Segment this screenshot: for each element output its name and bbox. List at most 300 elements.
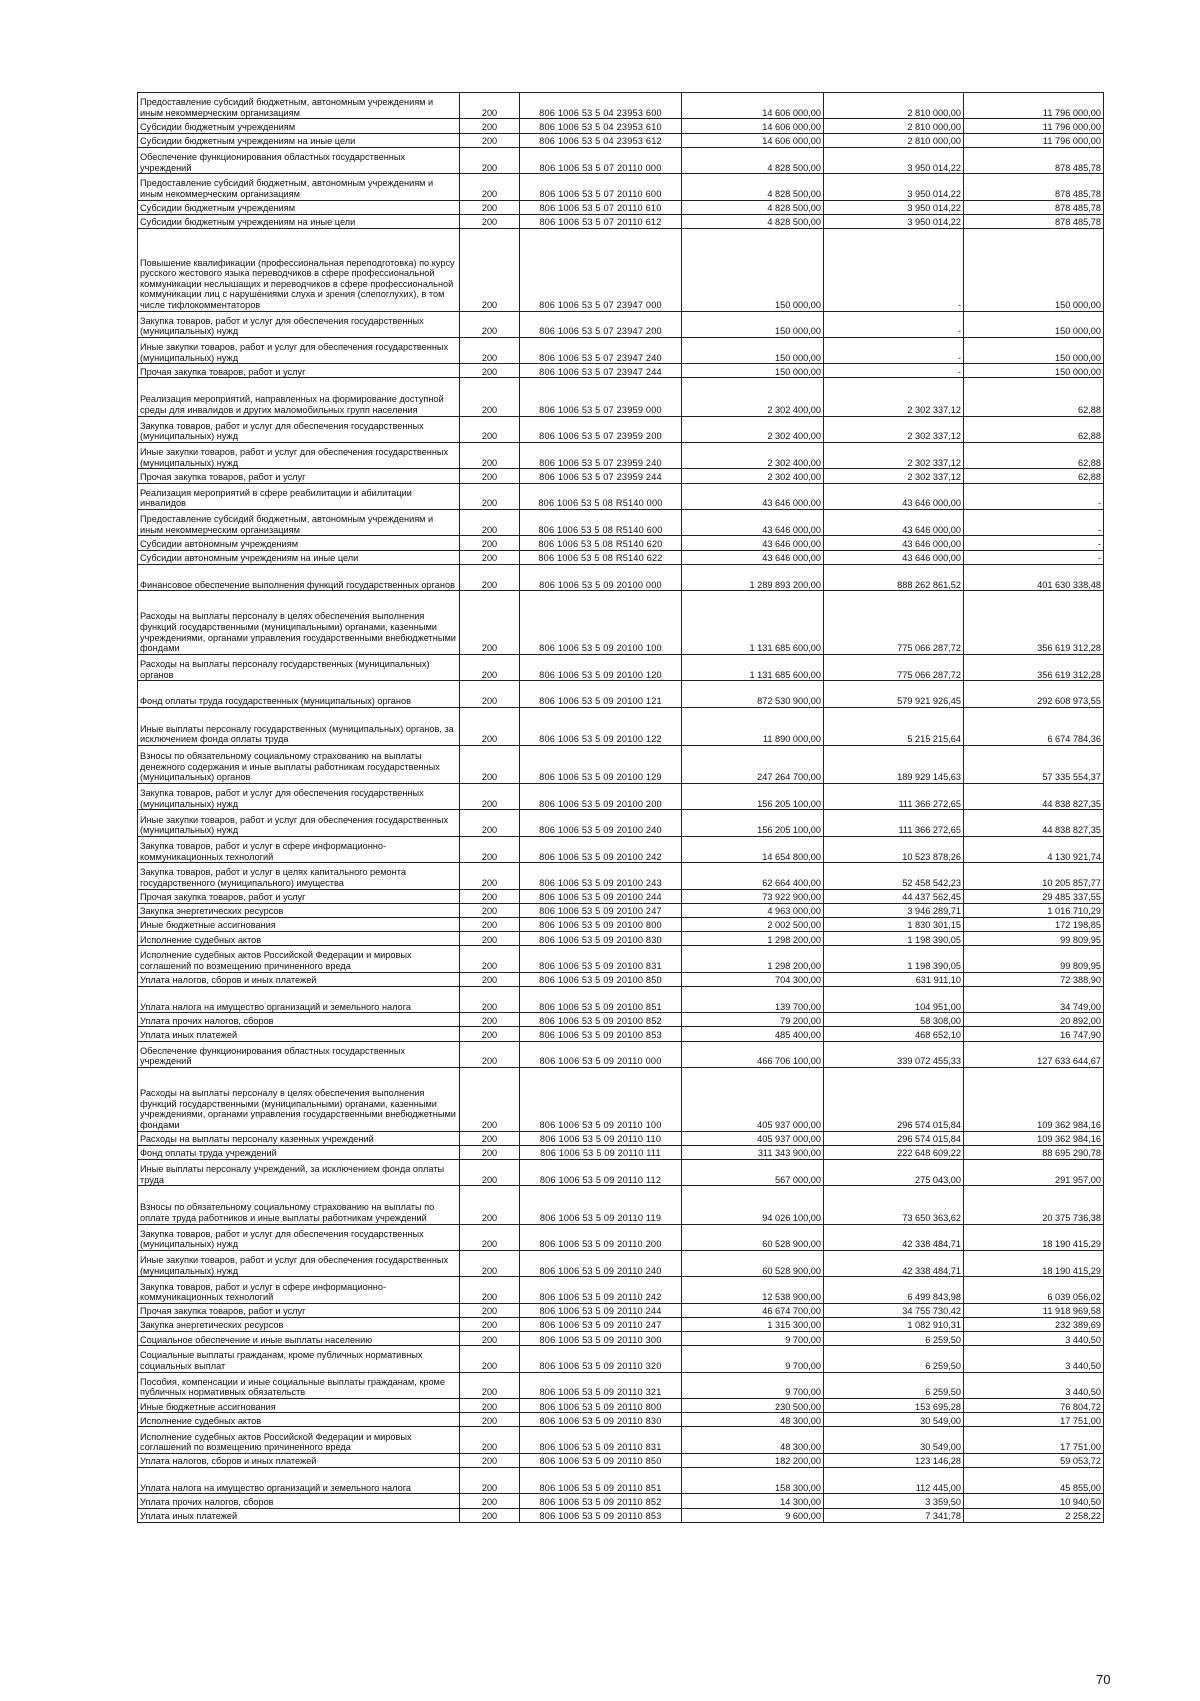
row-budget-classification-code: 806 1006 53 5 09 20110 830 — [520, 1413, 682, 1427]
row-unexecuted-amount: 34 749,00 — [964, 986, 1104, 1012]
row-budget-classification-code: 806 1006 53 5 08 R5140 620 — [520, 536, 682, 550]
row-line-code: 200 — [460, 174, 520, 200]
table-row — [138, 364, 1104, 378]
table-row — [138, 1372, 1104, 1398]
row-unexecuted-amount: 356 619 312,28 — [964, 591, 1104, 655]
row-name: Уплата прочих налогов, сборов — [138, 1494, 460, 1508]
row-approved-amount: 311 343 900,00 — [682, 1145, 824, 1159]
row-budget-classification-code: 806 1006 53 5 09 20110 800 — [520, 1399, 682, 1413]
row-name: Иные закупки товаров, работ и услуг для обеспечения государственных (муниципальных) нужд — [138, 1250, 460, 1276]
row-executed-amount: 111 366 272,65 — [824, 810, 964, 836]
row-unexecuted-amount: 44 838 827,35 — [964, 783, 1104, 809]
row-line-code: 200 — [460, 1224, 520, 1250]
table-row — [138, 1250, 1104, 1276]
row-unexecuted-amount: 172 198,85 — [964, 917, 1104, 931]
row-approved-amount: 485 400,00 — [682, 1027, 824, 1041]
row-name: Предоставление субсидий бюджетным, автономным учреждениям и иным некоммерческим организациям — [138, 174, 460, 200]
row-approved-amount: 1 315 300,00 — [682, 1317, 824, 1331]
row-name: Уплата налога на имущество организаций и земельного налога — [138, 1468, 460, 1494]
row-line-code: 200 — [460, 200, 520, 214]
row-approved-amount: 150 000,00 — [682, 228, 824, 311]
row-budget-classification-code: 806 1006 53 5 07 23947 000 — [520, 228, 682, 311]
row-unexecuted-amount: 150 000,00 — [964, 311, 1104, 337]
row-approved-amount: 60 528 900,00 — [682, 1224, 824, 1250]
row-unexecuted-amount: 878 485,78 — [964, 147, 1104, 173]
row-executed-amount: 6 499 843,98 — [824, 1277, 964, 1303]
row-executed-amount: 2 810 000,00 — [824, 93, 964, 119]
row-line-code: 200 — [460, 119, 520, 133]
row-executed-amount: 1 198 390,05 — [824, 946, 964, 972]
table-row — [138, 810, 1104, 836]
row-executed-amount: - — [824, 337, 964, 363]
row-budget-classification-code: 806 1006 53 5 08 R5140 600 — [520, 510, 682, 536]
row-name: Реализация мероприятий в сфере реабилитации и абилитации инвалидов — [138, 483, 460, 509]
row-budget-classification-code: 806 1006 53 5 09 20110 242 — [520, 1277, 682, 1303]
row-budget-classification-code: 806 1006 53 5 07 20110 600 — [520, 174, 682, 200]
row-approved-amount: 9 700,00 — [682, 1332, 824, 1346]
row-budget-classification-code: 806 1006 53 5 08 R5140 622 — [520, 550, 682, 564]
row-unexecuted-amount: 11 796 000,00 — [964, 119, 1104, 133]
row-unexecuted-amount: 11 918 969,58 — [964, 1303, 1104, 1317]
row-budget-classification-code: 806 1006 53 5 07 23959 240 — [520, 443, 682, 469]
row-executed-amount: 1 830 301,15 — [824, 917, 964, 931]
row-approved-amount: 872 530 900,00 — [682, 681, 824, 707]
row-unexecuted-amount: 62,88 — [964, 378, 1104, 416]
row-name: Закупка товаров, работ и услуг в целях капитального ремонта государственного (муниципального) имущества — [138, 863, 460, 889]
row-executed-amount: 7 341,78 — [824, 1508, 964, 1522]
row-name: Предоставление субсидий бюджетным, автономным учреждениям и иным некоммерческим организациям — [138, 93, 460, 119]
row-name: Иные бюджетные ассигнования — [138, 1399, 460, 1413]
row-approved-amount: 1 298 200,00 — [682, 946, 824, 972]
table-row — [138, 681, 1104, 707]
row-executed-amount: 1 082 910,31 — [824, 1317, 964, 1331]
row-name: Исполнение судебных актов — [138, 1413, 460, 1427]
row-unexecuted-amount: 18 190 415,29 — [964, 1224, 1104, 1250]
row-executed-amount: 6 259,50 — [824, 1346, 964, 1372]
row-line-code: 200 — [460, 378, 520, 416]
row-budget-classification-code: 806 1006 53 5 09 20100 800 — [520, 917, 682, 931]
table-row — [138, 591, 1104, 655]
row-line-code: 200 — [460, 917, 520, 931]
row-executed-amount: 2 302 337,12 — [824, 416, 964, 442]
row-name: Субсидии бюджетным учреждениям — [138, 200, 460, 214]
row-line-code: 200 — [460, 707, 520, 745]
row-name: Прочая закупка товаров, работ и услуг — [138, 364, 460, 378]
row-executed-amount: 631 911,10 — [824, 972, 964, 986]
table-row — [138, 214, 1104, 228]
row-line-code: 200 — [460, 536, 520, 550]
row-name: Иные бюджетные ассигнования — [138, 917, 460, 931]
row-unexecuted-amount: 291 957,00 — [964, 1159, 1104, 1185]
row-name: Иные закупки товаров, работ и услуг для обеспечения государственных (муниципальных) нужд — [138, 443, 460, 469]
row-budget-classification-code: 806 1006 53 5 09 20110 852 — [520, 1494, 682, 1508]
row-line-code: 200 — [460, 1372, 520, 1398]
row-approved-amount: 94 026 100,00 — [682, 1186, 824, 1224]
row-budget-classification-code: 806 1006 53 5 09 20100 852 — [520, 1013, 682, 1027]
row-approved-amount: 4 828 500,00 — [682, 147, 824, 173]
row-budget-classification-code: 806 1006 53 5 09 20100 244 — [520, 889, 682, 903]
row-unexecuted-amount: 16 747,90 — [964, 1027, 1104, 1041]
row-approved-amount: 158 300,00 — [682, 1468, 824, 1494]
row-unexecuted-amount: 45 855,00 — [964, 1468, 1104, 1494]
table-row — [138, 337, 1104, 363]
row-budget-classification-code: 806 1006 53 5 04 23953 600 — [520, 93, 682, 119]
row-line-code: 200 — [460, 946, 520, 972]
table-row — [138, 483, 1104, 509]
row-approved-amount: 139 700,00 — [682, 986, 824, 1012]
row-budget-classification-code: 806 1006 53 5 09 20110 200 — [520, 1224, 682, 1250]
row-budget-classification-code: 806 1006 53 5 09 20100 851 — [520, 986, 682, 1012]
row-budget-classification-code: 806 1006 53 5 09 20110 831 — [520, 1427, 682, 1453]
row-name: Субсидии автономным учреждениям — [138, 536, 460, 550]
row-executed-amount: 52 458 542,23 — [824, 863, 964, 889]
row-approved-amount: 2 302 400,00 — [682, 416, 824, 442]
row-approved-amount: 1 131 685 600,00 — [682, 654, 824, 680]
row-line-code: 200 — [460, 1303, 520, 1317]
row-executed-amount: 2 810 000,00 — [824, 133, 964, 147]
table-row — [138, 1453, 1104, 1467]
table-row — [138, 1346, 1104, 1372]
row-approved-amount: 62 664 400,00 — [682, 863, 824, 889]
row-unexecuted-amount: - — [964, 550, 1104, 564]
row-budget-classification-code: 806 1006 53 5 09 20100 120 — [520, 654, 682, 680]
row-budget-classification-code: 806 1006 53 5 09 20110 244 — [520, 1303, 682, 1317]
row-executed-amount: 104 951,00 — [824, 986, 964, 1012]
row-name: Иные выплаты персоналу государственных (муниципальных) органов, за исключением фонда оплаты труда — [138, 707, 460, 745]
row-line-code: 200 — [460, 654, 520, 680]
row-unexecuted-amount: 11 796 000,00 — [964, 93, 1104, 119]
row-executed-amount: 888 262 861,52 — [824, 564, 964, 590]
table-row — [138, 1508, 1104, 1522]
row-approved-amount: 14 300,00 — [682, 1494, 824, 1508]
row-name: Закупка энергетических ресурсов — [138, 1317, 460, 1331]
row-line-code: 200 — [460, 1427, 520, 1453]
row-budget-classification-code: 806 1006 53 5 09 20100 850 — [520, 972, 682, 986]
row-executed-amount: 6 259,50 — [824, 1332, 964, 1346]
row-line-code: 200 — [460, 1508, 520, 1522]
row-executed-amount: 112 445,00 — [824, 1468, 964, 1494]
row-line-code: 200 — [460, 986, 520, 1012]
row-budget-classification-code: 806 1006 53 5 07 23947 200 — [520, 311, 682, 337]
row-approved-amount: 4 828 500,00 — [682, 200, 824, 214]
row-unexecuted-amount: 72 388,90 — [964, 972, 1104, 986]
row-budget-classification-code: 806 1006 53 5 04 23953 612 — [520, 133, 682, 147]
row-budget-classification-code: 806 1006 53 5 09 20110 112 — [520, 1159, 682, 1185]
row-unexecuted-amount: 232 389,69 — [964, 1317, 1104, 1331]
table-row — [138, 1186, 1104, 1224]
row-name: Субсидии бюджетным учреждениям на иные цели — [138, 214, 460, 228]
row-executed-amount: 58 308,00 — [824, 1013, 964, 1027]
row-line-code: 200 — [460, 836, 520, 862]
row-unexecuted-amount: 878 485,78 — [964, 174, 1104, 200]
row-unexecuted-amount: 109 362 984,16 — [964, 1131, 1104, 1145]
row-executed-amount: 30 549,00 — [824, 1427, 964, 1453]
row-budget-classification-code: 806 1006 53 5 09 20110 119 — [520, 1186, 682, 1224]
row-approved-amount: 2 002 500,00 — [682, 917, 824, 931]
row-line-code: 200 — [460, 228, 520, 311]
row-line-code: 200 — [460, 1131, 520, 1145]
row-name: Взносы по обязательному социальному страхованию на выплаты по оплате труда работников и иные выплаты работникам учреждений — [138, 1186, 460, 1224]
row-unexecuted-amount: 59 053,72 — [964, 1453, 1104, 1467]
row-name: Закупка энергетических ресурсов — [138, 903, 460, 917]
table-row — [138, 228, 1104, 311]
row-unexecuted-amount: 20 892,00 — [964, 1013, 1104, 1027]
row-line-code: 200 — [460, 1067, 520, 1131]
row-name: Субсидии бюджетным учреждениям — [138, 119, 460, 133]
row-budget-classification-code: 806 1006 53 5 09 20110 247 — [520, 1317, 682, 1331]
row-budget-classification-code: 806 1006 53 5 07 23959 200 — [520, 416, 682, 442]
row-unexecuted-amount: - — [964, 510, 1104, 536]
row-name: Исполнение судебных актов — [138, 932, 460, 946]
row-name: Расходы на выплаты персоналу в целях обеспечения выполнения функций государственными (муниципальными) органами, казенными учреждениями, органами управления государственными внебюджетными фондами — [138, 591, 460, 655]
row-unexecuted-amount: 109 362 984,16 — [964, 1067, 1104, 1131]
row-executed-amount: 43 646 000,00 — [824, 510, 964, 536]
table-body — [138, 93, 1104, 1523]
row-approved-amount: 156 205 100,00 — [682, 810, 824, 836]
row-approved-amount: 14 606 000,00 — [682, 133, 824, 147]
row-approved-amount: 43 646 000,00 — [682, 483, 824, 509]
table-row — [138, 1427, 1104, 1453]
row-line-code: 200 — [460, 1159, 520, 1185]
table-row — [138, 174, 1104, 200]
row-unexecuted-amount: 20 375 736,38 — [964, 1186, 1104, 1224]
row-budget-classification-code: 806 1006 53 5 09 20110 851 — [520, 1468, 682, 1494]
row-name: Закупка товаров, работ и услуг для обеспечения государственных (муниципальных) нужд — [138, 416, 460, 442]
table-row — [138, 1317, 1104, 1331]
row-unexecuted-amount: 62,88 — [964, 469, 1104, 483]
row-line-code: 200 — [460, 1413, 520, 1427]
row-unexecuted-amount: 6 674 784,36 — [964, 707, 1104, 745]
row-approved-amount: 46 674 700,00 — [682, 1303, 824, 1317]
row-line-code: 200 — [460, 1186, 520, 1224]
row-line-code: 200 — [460, 564, 520, 590]
table-row — [138, 783, 1104, 809]
table-row — [138, 1159, 1104, 1185]
row-approved-amount: 14 606 000,00 — [682, 93, 824, 119]
row-approved-amount: 150 000,00 — [682, 364, 824, 378]
row-executed-amount: 296 574 015,84 — [824, 1131, 964, 1145]
row-budget-classification-code: 806 1006 53 5 09 20110 240 — [520, 1250, 682, 1276]
row-executed-amount: 5 215 215,64 — [824, 707, 964, 745]
row-line-code: 200 — [460, 364, 520, 378]
table-row — [138, 469, 1104, 483]
row-name: Расходы на выплаты персоналу государственных (муниципальных) органов — [138, 654, 460, 680]
row-approved-amount: 48 300,00 — [682, 1413, 824, 1427]
row-name: Прочая закупка товаров, работ и услуг — [138, 1303, 460, 1317]
row-name: Субсидии бюджетным учреждениям на иные цели — [138, 133, 460, 147]
row-unexecuted-amount: 356 619 312,28 — [964, 654, 1104, 680]
table-row — [138, 510, 1104, 536]
table-row — [138, 889, 1104, 903]
row-approved-amount: 4 963 000,00 — [682, 903, 824, 917]
row-budget-classification-code: 806 1006 53 5 09 20110 100 — [520, 1067, 682, 1131]
row-executed-amount: 2 810 000,00 — [824, 119, 964, 133]
table-row — [138, 903, 1104, 917]
row-executed-amount: 2 302 337,12 — [824, 469, 964, 483]
table-row — [138, 119, 1104, 133]
row-approved-amount: 43 646 000,00 — [682, 536, 824, 550]
row-name: Предоставление субсидий бюджетным, автономным учреждениям и иным некоммерческим организациям — [138, 510, 460, 536]
table-row — [138, 917, 1104, 931]
row-approved-amount: 11 890 000,00 — [682, 707, 824, 745]
row-approved-amount: 1 131 685 600,00 — [682, 591, 824, 655]
row-budget-classification-code: 806 1006 53 5 09 20110 853 — [520, 1508, 682, 1522]
row-unexecuted-amount: 3 440,50 — [964, 1332, 1104, 1346]
row-approved-amount: 150 000,00 — [682, 311, 824, 337]
row-approved-amount: 2 302 400,00 — [682, 443, 824, 469]
row-unexecuted-amount: 17 751,00 — [964, 1413, 1104, 1427]
table-row — [138, 416, 1104, 442]
row-executed-amount: - — [824, 311, 964, 337]
row-unexecuted-amount: 62,88 — [964, 416, 1104, 442]
row-approved-amount: 150 000,00 — [682, 337, 824, 363]
row-approved-amount: 2 302 400,00 — [682, 469, 824, 483]
table-row — [138, 147, 1104, 173]
row-name: Финансовое обеспечение выполнения функций государственных органов — [138, 564, 460, 590]
row-executed-amount: - — [824, 228, 964, 311]
row-line-code: 200 — [460, 889, 520, 903]
row-unexecuted-amount: 878 485,78 — [964, 214, 1104, 228]
table-row — [138, 1303, 1104, 1317]
table-row — [138, 550, 1104, 564]
row-executed-amount: - — [824, 364, 964, 378]
row-budget-classification-code: 806 1006 53 5 09 20100 830 — [520, 932, 682, 946]
row-unexecuted-amount: 4 130 921,74 — [964, 836, 1104, 862]
row-name: Исполнение судебных актов Российской Федерации и мировых соглашений по возмещению причиненного вреда — [138, 1427, 460, 1453]
row-line-code: 200 — [460, 1453, 520, 1467]
row-approved-amount: 247 264 700,00 — [682, 745, 824, 783]
table-row — [138, 1067, 1104, 1131]
row-unexecuted-amount: 17 751,00 — [964, 1427, 1104, 1453]
page-number: 70 — [1096, 1672, 1111, 1687]
row-line-code: 200 — [460, 416, 520, 442]
row-name: Закупка товаров, работ и услуг для обеспечения государственных (муниципальных) нужд — [138, 783, 460, 809]
row-unexecuted-amount: 878 485,78 — [964, 200, 1104, 214]
row-executed-amount: 42 338 484,71 — [824, 1224, 964, 1250]
row-name: Иные закупки товаров, работ и услуг для обеспечения государственных (муниципальных) нужд — [138, 810, 460, 836]
row-executed-amount: 775 066 287,72 — [824, 591, 964, 655]
row-name: Прочая закупка товаров, работ и услуг — [138, 469, 460, 483]
row-approved-amount: 1 289 893 200,00 — [682, 564, 824, 590]
table-row — [138, 1399, 1104, 1413]
row-unexecuted-amount: 11 796 000,00 — [964, 133, 1104, 147]
row-unexecuted-amount: 401 630 338,48 — [964, 564, 1104, 590]
row-executed-amount: 775 066 287,72 — [824, 654, 964, 680]
row-executed-amount: 30 549,00 — [824, 1413, 964, 1427]
row-name: Исполнение судебных актов Российской Федерации и мировых соглашений по возмещению причиненного вреда — [138, 946, 460, 972]
row-budget-classification-code: 806 1006 53 5 04 23953 610 — [520, 119, 682, 133]
row-line-code: 200 — [460, 972, 520, 986]
row-name: Фонд оплаты труда государственных (муниципальных) органов — [138, 681, 460, 707]
table-row — [138, 1145, 1104, 1159]
row-budget-classification-code: 806 1006 53 5 09 20100 121 — [520, 681, 682, 707]
budget-execution-table — [137, 92, 1104, 1523]
row-unexecuted-amount: 88 695 290,78 — [964, 1145, 1104, 1159]
row-name: Обеспечение функционирования областных государственных учреждений — [138, 147, 460, 173]
row-approved-amount: 4 828 500,00 — [682, 174, 824, 200]
row-approved-amount: 60 528 900,00 — [682, 1250, 824, 1276]
table-row — [138, 1013, 1104, 1027]
row-unexecuted-amount: 150 000,00 — [964, 337, 1104, 363]
table-row — [138, 1041, 1104, 1067]
row-line-code: 200 — [460, 93, 520, 119]
row-name: Взносы по обязательному социальному страхованию на выплаты денежного содержания и иные выплаты работникам государственных (муниципальных) органов — [138, 745, 460, 783]
table-row — [138, 863, 1104, 889]
row-budget-classification-code: 806 1006 53 5 09 20100 000 — [520, 564, 682, 590]
row-executed-amount: 34 755 730,42 — [824, 1303, 964, 1317]
row-approved-amount: 1 298 200,00 — [682, 932, 824, 946]
table-row — [138, 986, 1104, 1012]
table-row — [138, 536, 1104, 550]
row-approved-amount: 9 700,00 — [682, 1372, 824, 1398]
row-budget-classification-code: 806 1006 53 5 07 23947 244 — [520, 364, 682, 378]
row-approved-amount: 43 646 000,00 — [682, 510, 824, 536]
row-budget-classification-code: 806 1006 53 5 09 20100 129 — [520, 745, 682, 783]
row-executed-amount: 44 437 562,45 — [824, 889, 964, 903]
row-budget-classification-code: 806 1006 53 5 09 20100 247 — [520, 903, 682, 917]
table-row — [138, 311, 1104, 337]
row-name: Уплата иных платежей — [138, 1508, 460, 1522]
row-name: Иные закупки товаров, работ и услуг для обеспечения государственных (муниципальных) нужд — [138, 337, 460, 363]
table-row — [138, 378, 1104, 416]
row-name: Прочая закупка товаров, работ и услуг — [138, 889, 460, 903]
table-row — [138, 1027, 1104, 1041]
row-line-code: 200 — [460, 469, 520, 483]
row-unexecuted-amount: 150 000,00 — [964, 228, 1104, 311]
row-name: Иные выплаты персоналу учреждений, за исключением фонда оплаты труда — [138, 1159, 460, 1185]
row-executed-amount: 153 695,28 — [824, 1399, 964, 1413]
row-approved-amount: 230 500,00 — [682, 1399, 824, 1413]
row-budget-classification-code: 806 1006 53 5 09 20110 111 — [520, 1145, 682, 1159]
row-executed-amount: 43 646 000,00 — [824, 483, 964, 509]
row-budget-classification-code: 806 1006 53 5 07 20110 612 — [520, 214, 682, 228]
row-executed-amount: 2 302 337,12 — [824, 378, 964, 416]
table-row — [138, 707, 1104, 745]
row-line-code: 200 — [460, 1027, 520, 1041]
table-row — [138, 1224, 1104, 1250]
row-executed-amount: 579 921 926,45 — [824, 681, 964, 707]
row-name: Расходы на выплаты персоналу казенных учреждений — [138, 1131, 460, 1145]
row-executed-amount: 42 338 484,71 — [824, 1250, 964, 1276]
row-line-code: 200 — [460, 863, 520, 889]
row-budget-classification-code: 806 1006 53 5 09 20110 300 — [520, 1332, 682, 1346]
row-unexecuted-amount: 18 190 415,29 — [964, 1250, 1104, 1276]
row-budget-classification-code: 806 1006 53 5 07 23947 240 — [520, 337, 682, 363]
row-line-code: 200 — [460, 783, 520, 809]
row-name: Уплата прочих налогов, сборов — [138, 1013, 460, 1027]
row-executed-amount: 43 646 000,00 — [824, 550, 964, 564]
table-row — [138, 972, 1104, 986]
row-executed-amount: 6 259,50 — [824, 1372, 964, 1398]
row-executed-amount: 222 648 609,22 — [824, 1145, 964, 1159]
table-row — [138, 1413, 1104, 1427]
row-budget-classification-code: 806 1006 53 5 09 20110 110 — [520, 1131, 682, 1145]
row-unexecuted-amount: 150 000,00 — [964, 364, 1104, 378]
row-executed-amount: 3 950 014,22 — [824, 200, 964, 214]
row-budget-classification-code: 806 1006 53 5 07 23959 244 — [520, 469, 682, 483]
row-approved-amount: 156 205 100,00 — [682, 783, 824, 809]
row-budget-classification-code: 806 1006 53 5 09 20110 321 — [520, 1372, 682, 1398]
row-budget-classification-code: 806 1006 53 5 08 R5140 000 — [520, 483, 682, 509]
row-line-code: 200 — [460, 1399, 520, 1413]
table-row — [138, 1277, 1104, 1303]
row-name: Фонд оплаты труда учреждений — [138, 1145, 460, 1159]
row-approved-amount: 704 300,00 — [682, 972, 824, 986]
row-line-code: 200 — [460, 1346, 520, 1372]
row-approved-amount: 79 200,00 — [682, 1013, 824, 1027]
row-line-code: 200 — [460, 903, 520, 917]
row-line-code: 200 — [460, 214, 520, 228]
